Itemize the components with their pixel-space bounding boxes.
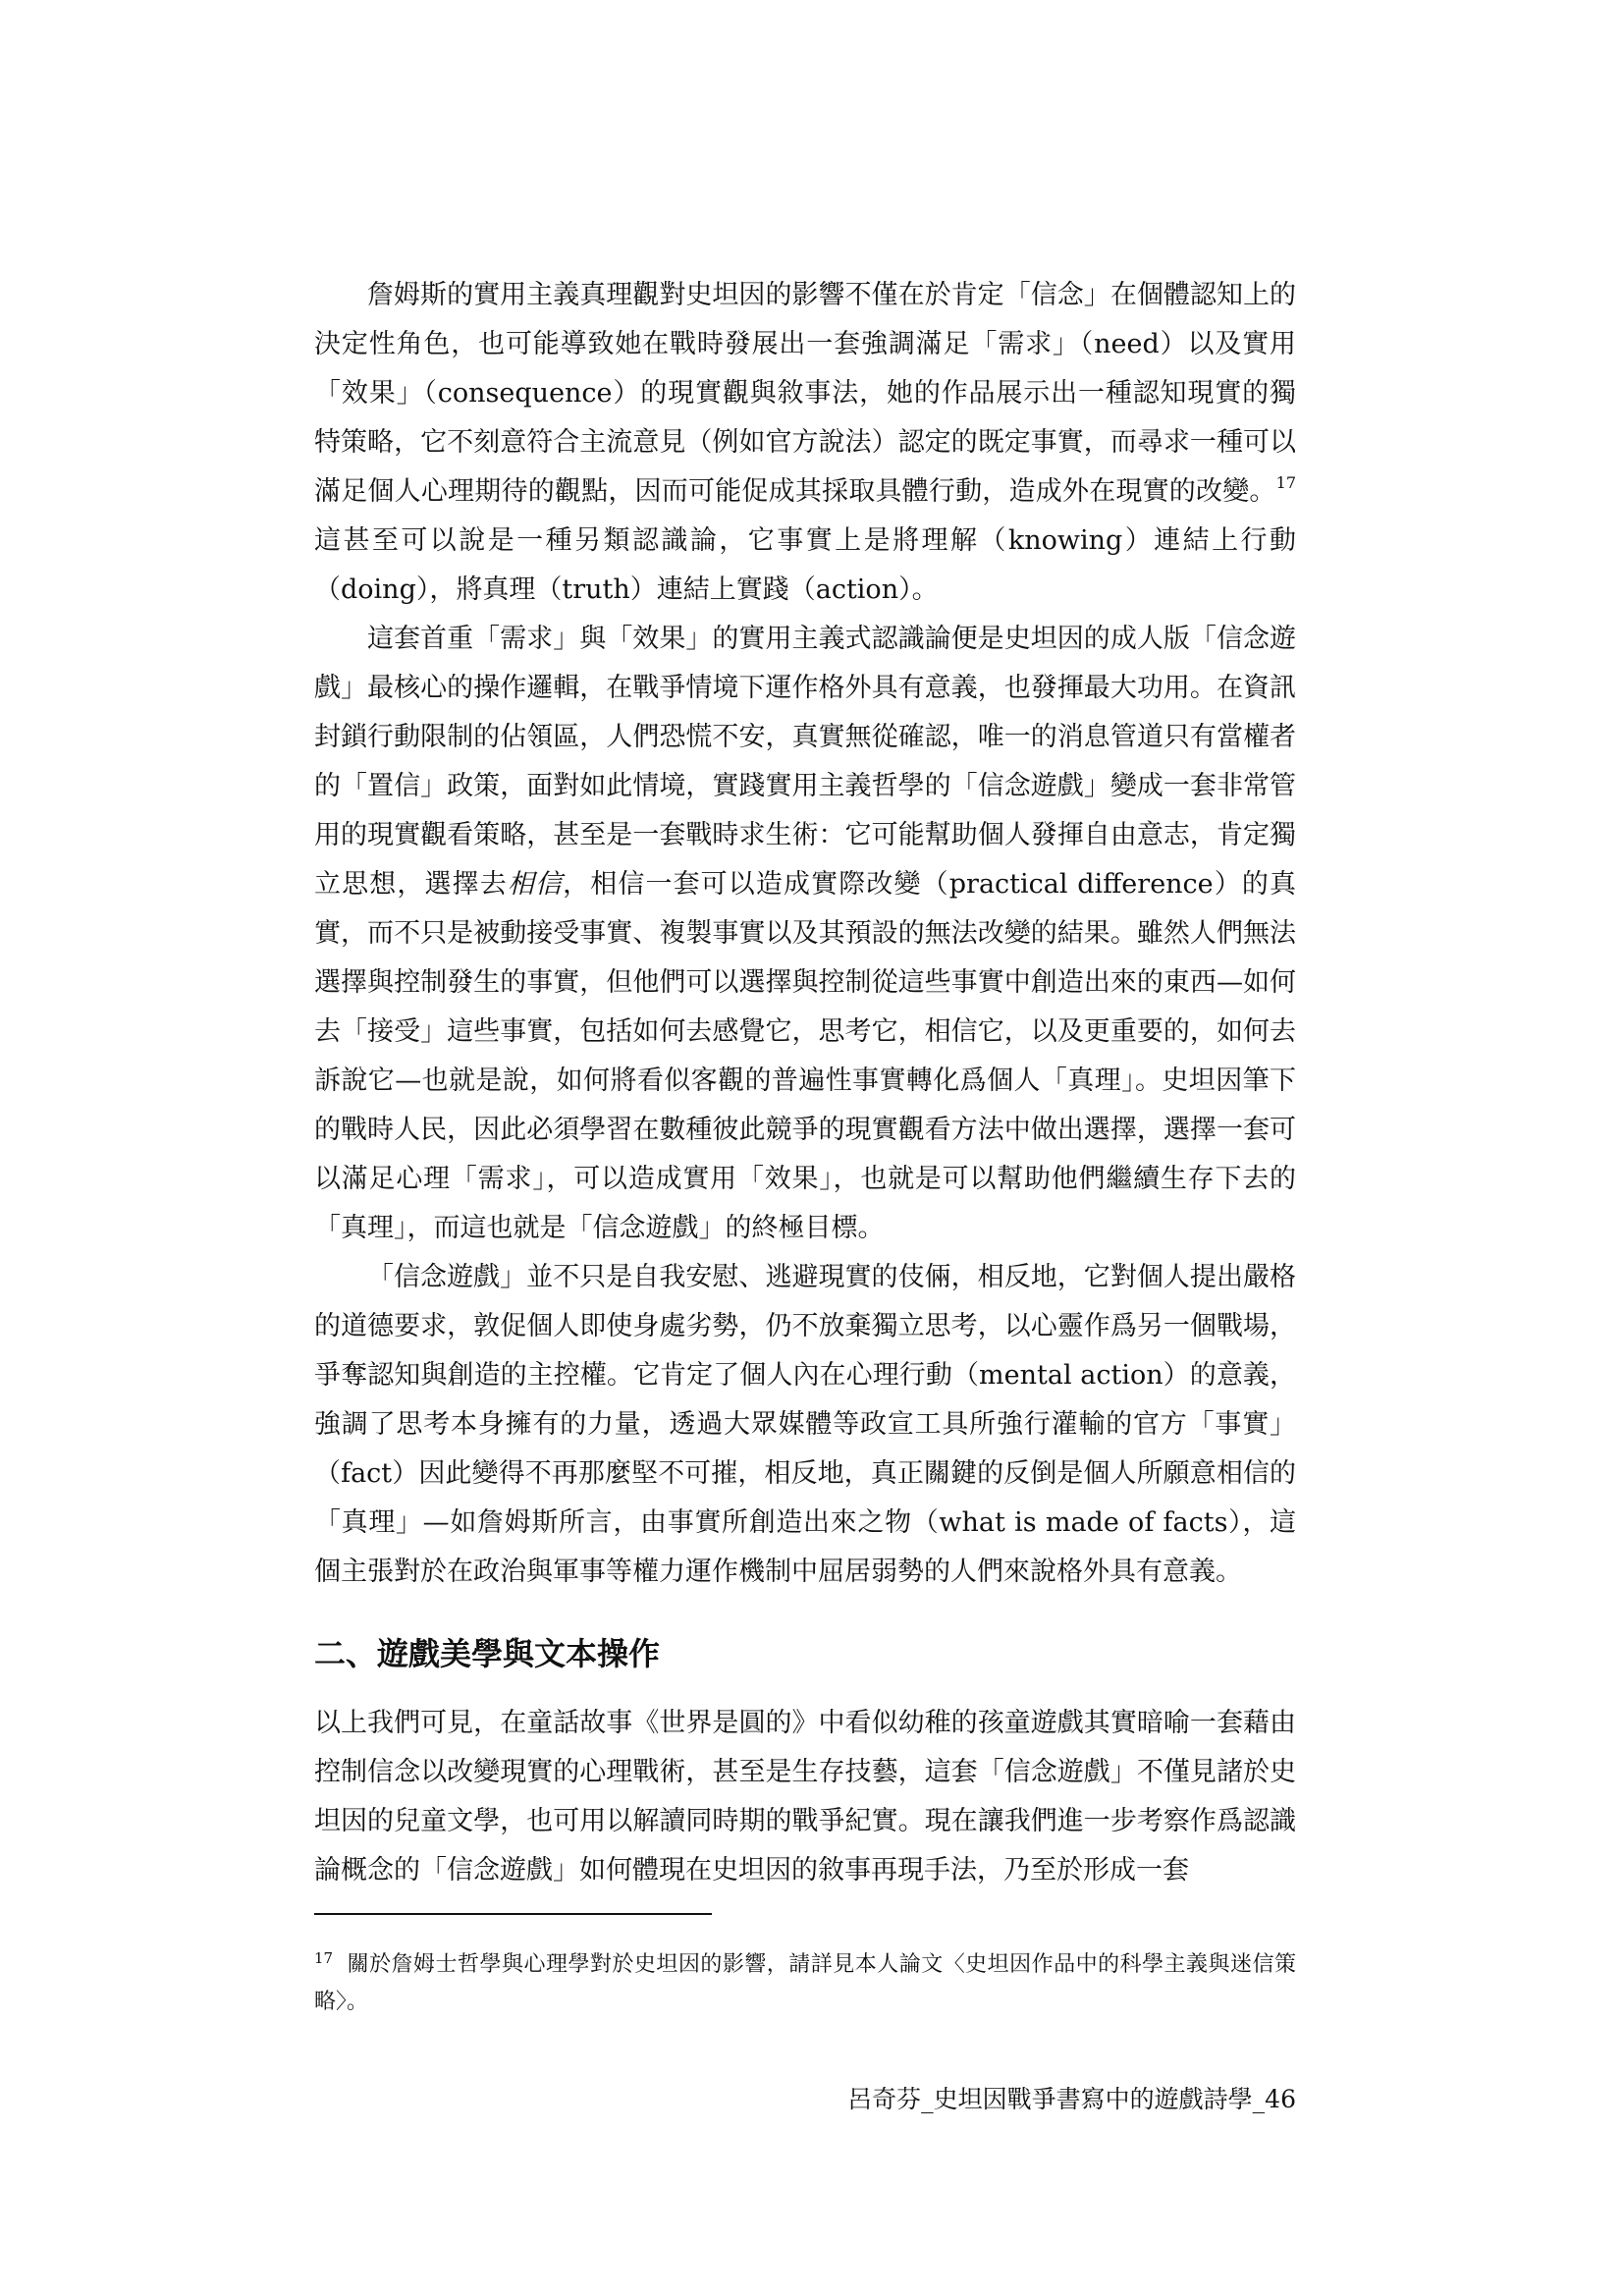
footnote-reference-17[interactable]: 17: [1275, 473, 1296, 492]
page-footer-running-head: 呂奇芬_史坦因戰爭書寫中的遊戲詩學_46: [847, 2085, 1296, 2113]
paragraph-2: [314, 615, 1296, 1253]
paragraph-2-text-a: 這套首重「需求」與「效果」的實用主義式認識論便是史坦因的成人版「信念遊戲」最核心的操作邏輯，在戰爭情境下運作格外具有意義，也發揮最大功用。在資訊封鎖行動限制的佔領區，人們恐慌不安，真實無從確認，唯一的消息管道只有當權者的「置信」政策，面對如此情境，實踐實用主義哲學的「信念遊戲」變成一套非常管用的現實觀看策略，甚至是一套戰時求生術：它可能幫助個人發揮自由意志，肯定獨立思想，選擇去: [314, 624, 1296, 900]
paragraph-3: 「信念遊戲」並不只是自我安慰、逃避現實的伎倆，相反地，它對個人提出嚴格的道德要求，敦促個人即使身處劣勢，仍不放棄獨立思考，以心靈作爲另一個戰場，爭奪認知與創造的主控權。它肯定了個人內在心理行動（mental action）的意義，強調了思考本身擁有的力量，透過大眾媒體等政宣工具所強行灌輸的官方「事實」（fact）因此變得不再那麼堅不可摧，相反地，真正關鍵的反倒是個人所願意相信的「真理」—如詹姆斯所言，由事實所創造出來之物（what is made of facts），這個主張對於在政治與軍事等權力運作機制中屈居弱勢的人們來說格外具有意義。: [314, 1262, 1296, 1587]
paragraph-4: 以上我們可見，在童話故事《世界是圓的》中看似幼稚的孩童遊戲其實暗喻一套藉由控制信念以改變現實的心理戰術，甚至是生存技藝，這套「信念遊戲」不僅見諸於史坦因的兒童文學，也可用以解讀同時期的戰爭紀實。現在讓我們進一步考察作爲認識論概念的「信念遊戲」如何體現在史坦因的敘事再現手法，乃至於形成一套: [314, 1708, 1296, 1886]
paragraph-1-text-a: 詹姆斯的實用主義真理觀對史坦因的影響不僅在於肯定「信念」在個體認知上的決定性角色，也可能導致她在戰時發展出一套強調滿足「需求」（need）以及實用「效果」（consequence）的現實觀與敘事法，她的作品展示出一種認知現實的獨特策略，它不刻意符合主流意見（例如官方說法）認定的既定事實，而尋求一種可以滿足個人心理期待的觀點，因而可能促成其採取具體行動，造成外在現實的改變。: [314, 280, 1296, 507]
footnote-divider: [314, 1913, 712, 1915]
footnote-17: [314, 1946, 1296, 2021]
main-text: [314, 271, 1296, 1895]
section-heading: 二、遊戲美學與文本操作: [314, 1635, 661, 1672]
paragraph-1: [314, 271, 1296, 615]
footnote-mark: 17: [314, 1948, 334, 1967]
paragraph-2-emphasis: 相信: [507, 869, 564, 900]
paragraph-2-text-b: ，相信一套可以造成實際改變（practical difference）的真實，而不只是被動接受事實、複製事實以及其預設的無法改變的結果。雖然人們無法選擇與控制發生的事實，但他們可以選擇與控制從這些事實中創造出來的東西—如何去「接受」這些事實，包括如何去感覺它，思考它，相信它，以及更重要的，如何去訴說它—也就是說，如何將看似客觀的普遍性事實轉化爲個人「真理」。史坦因筆下的戰時人民，因此必須學習在數種彼此競爭的現實觀看方法中做出選擇，選擇一套可以滿足心理「需求」，可以造成實用「效果」，也就是可以幫助他們繼續生存下去的「真理」，而這也就是「信念遊戲」的終極目標。: [314, 869, 1297, 1243]
paragraph-1-text-b: 這甚至可以說是一種另類認識論，它事實上是將理解（knowing）連結上行動（doing），將真理（truth）連結上實踐（action）。: [314, 525, 1296, 605]
footnote-text: 關於詹姆士哲學與心理學對於史坦因的影響，請詳見本人論文〈史坦因作品中的科學主義與迷信策略〉。: [314, 1952, 1296, 2014]
